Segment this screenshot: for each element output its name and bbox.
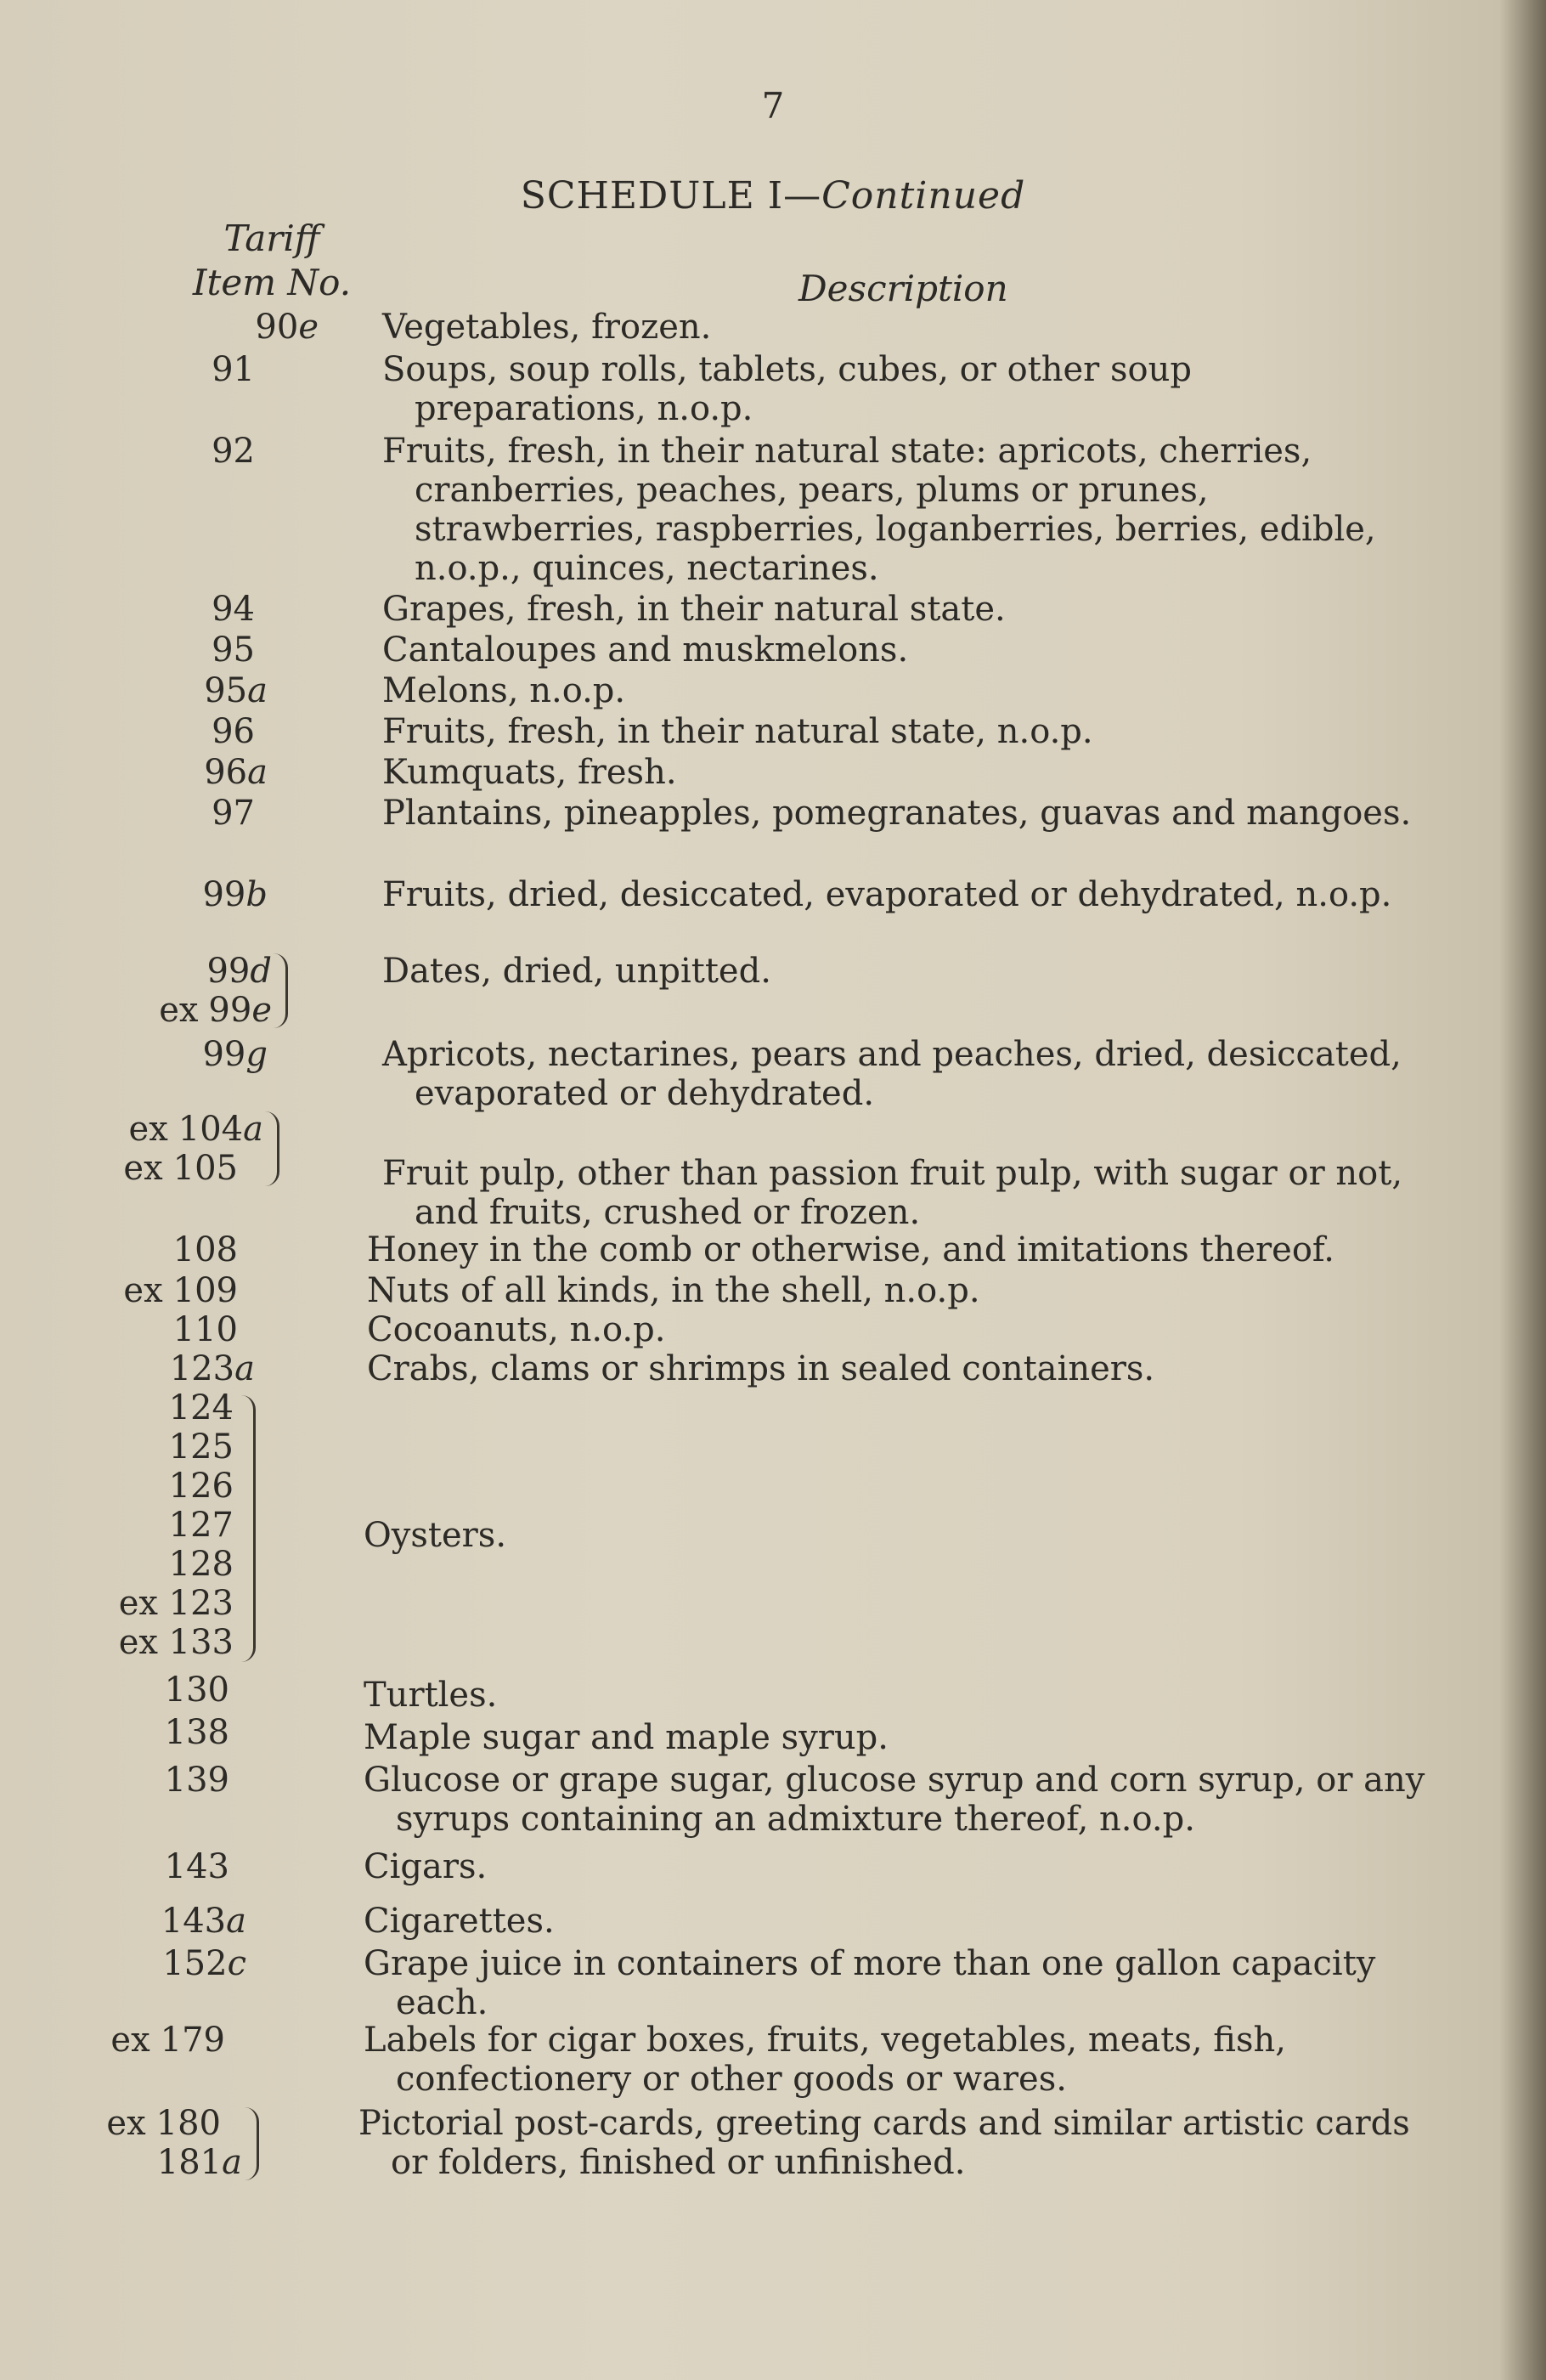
tariff-item-description: Soups, soup rolls, tablets, cubes, or other soup preparations, n.o.p. (382, 350, 1192, 428)
tariff-item-number: 143a (161, 1902, 246, 1941)
tariff-item-description: Crabs, clams or shrimps in sealed containers. (367, 1349, 1155, 1388)
tariff-suffix: e (251, 991, 272, 1030)
page-number: 7 (761, 85, 785, 127)
tariff-heading-line1: Tariff (223, 218, 320, 259)
tariff-item-number: 124 (168, 1388, 234, 1427)
tariff-item-description: Pictorial post-cards, greeting cards and similar artistic cards or folders, finished or unfinished. (358, 2104, 1410, 2182)
tariff-heading-line2: Item No. (192, 262, 352, 303)
tariff-item-number (110, 1271, 238, 1310)
tariff-item-number: ex 133 (118, 1623, 234, 1662)
schedule-title-continued: Continued (821, 174, 1026, 218)
tariff-item-description: Fruits, dried, desiccated, evaporated or dehydrated, n.o.p. (382, 875, 1392, 914)
tariff-item-description: Melons, n.o.p. (382, 671, 626, 710)
tariff-item-number: 97 (212, 794, 255, 833)
description-column-heading: Description (798, 268, 1008, 309)
schedule-title (0, 174, 1546, 218)
tariff-item-number: 152c (162, 1944, 246, 1983)
tariff-item-number: 108 (172, 1230, 238, 1269)
tariff-item-number: 90e (255, 308, 319, 347)
tariff-item-number (110, 1149, 238, 1188)
tariff-item-number: 139 (164, 1761, 229, 1800)
tariff-suffix: g (245, 1035, 268, 1074)
tariff-suffix: c (227, 1944, 246, 1983)
tariff-item-description: Cantaloupes and muskmelons. (382, 630, 909, 670)
tariff-item-description: Dates, dried, unpitted. (382, 952, 771, 991)
tariff-item-description: Kumquats, fresh. (382, 753, 677, 792)
tariff-item-description: Nuts of all kinds, in the shell, n.o.p. (367, 1271, 980, 1310)
tariff-suffix: d (250, 952, 272, 991)
tariff-item-number: 125 (168, 1427, 234, 1467)
tariff-item-number-value: 99d (206, 952, 272, 991)
tariff-item-number (110, 952, 272, 991)
tariff-item-description: Cocoanuts, n.o.p. (367, 1310, 666, 1349)
tariff-item-number: 138 (164, 1713, 229, 1752)
tariff-item-number: 94 (212, 590, 255, 629)
tariff-suffix: a (234, 1349, 255, 1388)
tariff-suffix: b (245, 875, 268, 914)
tariff-suffix: a (222, 2143, 242, 2182)
tariff-item-description: Glucose or grape sugar, glucose syrup and corn syrup, or any syrups containing an admixture thereof, n.o.p. (364, 1761, 1425, 1839)
tariff-item-number-value: 181a (156, 2143, 242, 2182)
tariff-item-number: 95 (212, 630, 255, 670)
tariff-item-number: 96 (212, 712, 255, 751)
tariff-item-number (110, 1110, 263, 1149)
tariff-item-number: 127 (168, 1506, 234, 1545)
grouping-brace (274, 953, 288, 1028)
tariff-item-description: Labels for cigar boxes, fruits, vegetables, meats, fish, confectionery or other goods or wares. (364, 2021, 1286, 2099)
tariff-item-number (102, 2021, 225, 2060)
tariff-item-description: Cigarettes. (364, 1902, 555, 1941)
schedule-title-main: SCHEDULE I— (520, 174, 822, 218)
tariff-item-description: Honey in the comb or otherwise, and imitations thereof. (367, 1230, 1335, 1269)
grouping-brace (241, 1395, 256, 1662)
tariff-item-number: 123a (169, 1349, 255, 1388)
tariff-item-number: 110 (172, 1310, 238, 1349)
ex-prefix: ex (106, 2104, 146, 2143)
tariff-item-description: Plantains, pineapples, pomegranates, guavas and mangoes. (382, 794, 1412, 833)
tariff-item-number: 92 (212, 432, 255, 471)
tariff-item-number: ex 123 (118, 1584, 234, 1623)
tariff-item-description: Cigars. (364, 1847, 488, 1886)
tariff-item-number-value: 104a (178, 1110, 263, 1149)
tariff-suffix: a (243, 1110, 263, 1149)
tariff-column-heading (174, 217, 370, 305)
tariff-item-description: Fruits, fresh, in their natural state: apricots, cherries, cranberries, peaches, pears, plums or prunes, strawberries, raspberries, loganberries, berries, edible, n.o.p., quinces, nectarines. (382, 432, 1376, 588)
tariff-item-number-value: 180 (155, 2104, 221, 2143)
tariff-item-number: 126 (168, 1467, 234, 1506)
grouping-brace (245, 2107, 259, 2180)
tariff-item-number: 99b (202, 875, 268, 914)
tariff-item-number: 128 (168, 1545, 234, 1584)
tariff-item-description: Turtles. (364, 1676, 498, 1715)
tariff-item-number-value: 109 (172, 1271, 238, 1310)
tariff-item-description: Vegetables, frozen. (382, 308, 712, 347)
tariff-item-description: Grape juice in containers of more than one gallon capacity each. (364, 1944, 1376, 2022)
ex-prefix: ex (123, 1149, 163, 1188)
tariff-item-description: Fruits, fresh, in their natural state, n.o.p. (382, 712, 1093, 751)
tariff-suffix: a (226, 1902, 246, 1941)
grouping-brace (265, 1111, 279, 1186)
tariff-item-description: Apricots, nectarines, pears and peaches, dried, desiccated, evaporated or dehydrated. (382, 1035, 1402, 1113)
tariff-item-number (110, 991, 272, 1030)
tariff-item-description: Maple sugar and maple syrup. (364, 1718, 889, 1757)
tariff-item-number: 143 (164, 1847, 229, 1886)
tariff-item-number: 91 (212, 350, 255, 389)
ex-prefix: ex (123, 1271, 163, 1310)
ex-prefix: ex (110, 2021, 150, 2060)
ex-prefix: ex (128, 1110, 168, 1149)
tariff-suffix: a (247, 671, 268, 710)
tariff-item-number-value: 105 (172, 1149, 238, 1188)
tariff-item-number: 95a (204, 671, 268, 710)
tariff-item-description: Fruit pulp, other than passion fruit pulp, with sugar or not, and fruits, crushed or frozen. (382, 1154, 1403, 1232)
tariff-item-number (102, 2104, 221, 2143)
tariff-item-number-value: 99e (208, 991, 272, 1030)
tariff-item-number (102, 2143, 242, 2182)
tariff-item-description: Oysters. (364, 1516, 507, 1555)
tariff-item-number: 130 (164, 1671, 229, 1710)
tariff-item-number-value: 179 (160, 2021, 225, 2060)
ex-prefix: ex (159, 991, 199, 1030)
tariff-suffix: a (247, 753, 268, 792)
tariff-suffix: e (298, 308, 319, 347)
tariff-item-number: 99g (202, 1035, 268, 1074)
tariff-item-description: Grapes, fresh, in their natural state. (382, 590, 1006, 629)
tariff-item-number: 96a (204, 753, 268, 792)
